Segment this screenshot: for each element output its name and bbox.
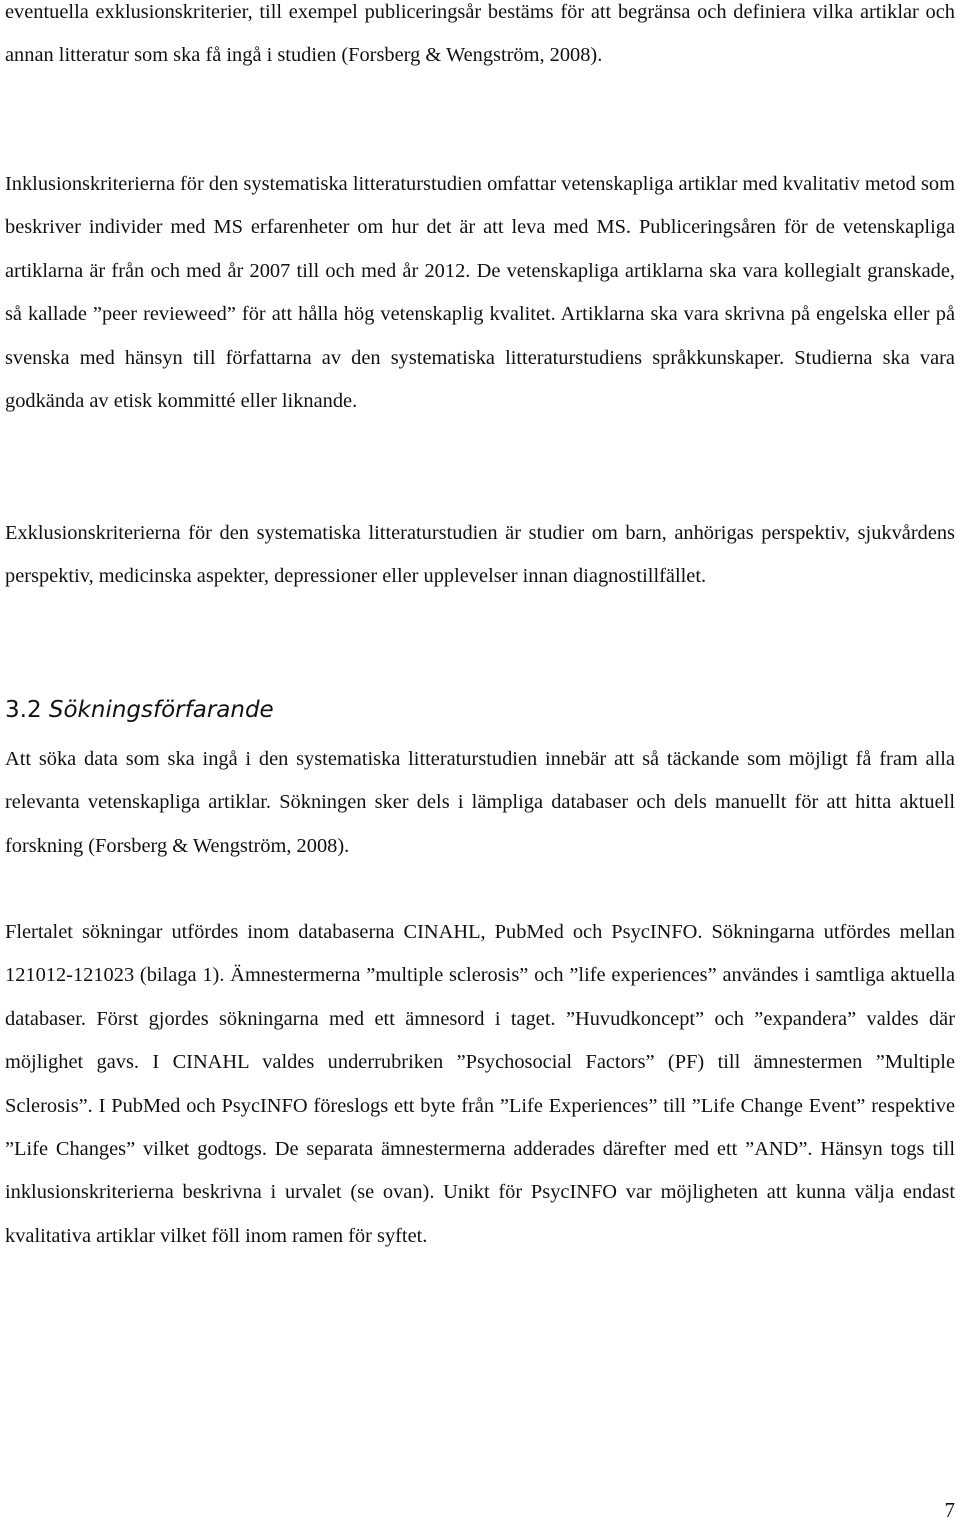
paragraph-inclusion-criteria: Inklusionskriterierna för den systematiska litteraturstudien omfattar vetenskapliga artiklar med kvalitativ metod som beskriver individer med MS erfarenheter om hur det är att leva med MS. Publiceringsåren för de vetenskapliga artiklarna är från och med år 2007 till och med år 2012. De vetenskapliga artiklarna ska vara kollegialt granskade, så kallade ”peer revieweed” för att hålla hög vetenskaplig kvalitet. Artiklarna ska vara skrivna på engelska eller på svenska med hänsyn till författarna av den systematiska litteraturstudiens språkkunskaper. Studierna ska vara godkända av etisk kommitté eller liknande. bbox=[5, 173, 955, 413]
page-number: 7 bbox=[944, 1498, 955, 1522]
section-heading bbox=[5, 690, 274, 730]
paragraph-selection-criteria-intro: eventuella exklusionskriterier, till exempel publiceringsår bestäms för att begränsa och definiera vilka artiklar och annan litteratur som ska få ingå i studien (Forsberg & Wengström, 2008). bbox=[5, 1, 955, 67]
paragraph-database-searches: Flertalet sökningar utfördes inom databaserna CINAHL, PubMed och PsycINFO. Sökningarna utfördes mellan 121012-121023 (bilaga 1). Ämnestermerna ”multiple sclerosis” och ”life experiences” användes i samtliga aktuella databaser. Först gjordes sökningarna med ett ämnesord i taget. ”Huvudkoncept” och ”expandera” valdes där möjlighet gavs. I CINAHL valdes underrubriken ”Psychosocial Factors” (PF) till ämnestermen ”Multiple Sclerosis”. I PubMed och PsycINFO föreslogs ett byte från ”Life Experiences” till ”Life Change Event” respektive ”Life Changes” vilket godtogs. De separata ämnestermerna adderades därefter med ett ”AND”. Hänsyn togs till inklusionskriterierna beskrivna i urvalet (se ovan). Unikt för PsycINFO var möjligheten att kunna välja endast kvalitativa artiklar vilket föll inom ramen för syftet. bbox=[5, 921, 955, 1247]
paragraph-search-method: Att söka data som ska ingå i den systematiska litteraturstudien innebär att så täckande som möjligt få fram alla relevanta vetenskapliga artiklar. Sökningen sker dels i lämpliga databaser och dels manuellt för att hitta aktuell forskning (Forsberg & Wengström, 2008). bbox=[5, 748, 955, 857]
paragraph-exclusion-criteria: Exklusionskriterierna för den systematiska litteraturstudien är studier om barn, anhörigas perspektiv, sjukvårdens perspektiv, medicinska aspekter, depressioner eller upplevelser innan diagnostillfället. bbox=[5, 522, 955, 588]
section-number: 3.2 bbox=[5, 697, 42, 723]
section-title: Sökningsförfarande bbox=[48, 697, 274, 723]
